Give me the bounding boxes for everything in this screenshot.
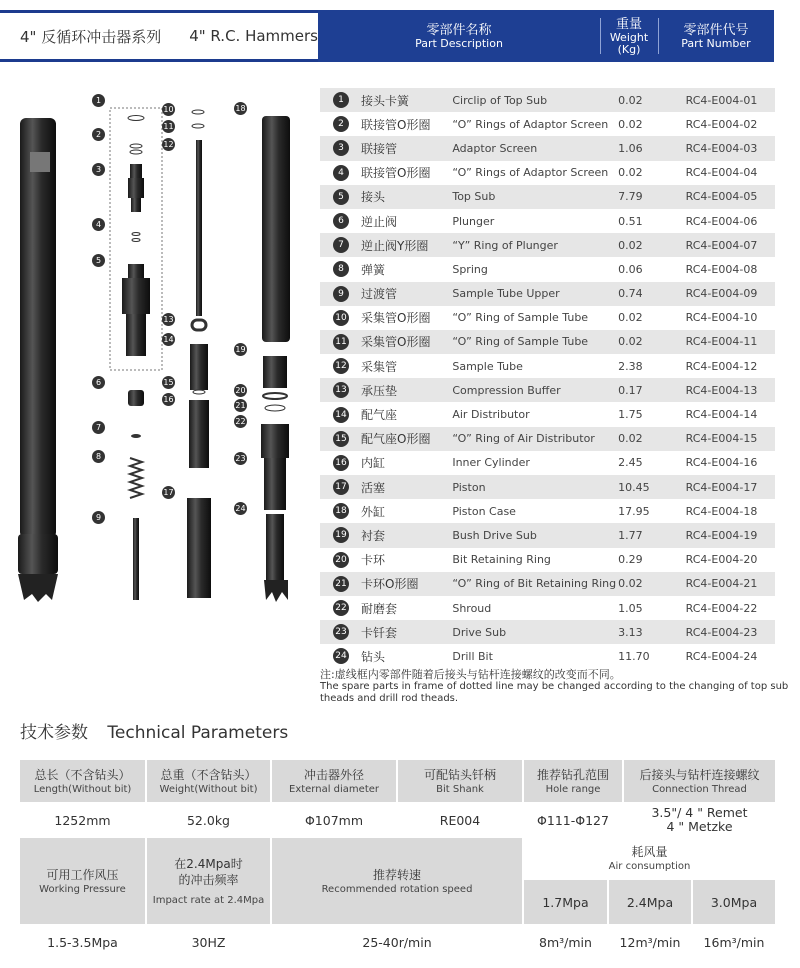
part-code: RC4-E004-19 <box>685 528 758 542</box>
parts-row <box>320 282 775 306</box>
part-number-badge: 20 <box>333 552 349 568</box>
parts-row <box>320 136 775 160</box>
thread-header: 后接头与钻杆连接螺纹 Connection Thread <box>624 760 775 802</box>
part-code: RC4-E004-20 <box>685 553 758 567</box>
parts-row <box>320 161 775 185</box>
parts-row <box>320 596 775 620</box>
part-number-badge: 6 <box>333 213 349 229</box>
parts-row <box>320 499 775 523</box>
impact-value: 30HZ <box>147 926 270 958</box>
callout-badge: 9 <box>92 511 105 524</box>
part-code: RC4-E004-07 <box>685 238 758 252</box>
part-name-en: Piston <box>452 480 486 494</box>
callout-badge: 8 <box>92 450 105 463</box>
tech-params-table <box>20 760 775 958</box>
part-number-badge: 18 <box>333 503 349 519</box>
part-code: RC4-E004-21 <box>685 577 758 591</box>
part-number-badge: 9 <box>333 286 349 302</box>
part-name-zh: 弹簧 <box>361 262 386 277</box>
part-code: RC4-E004-24 <box>685 649 758 663</box>
part-weight: 0.74 <box>618 287 643 301</box>
part-name-zh: 接头卡簧 <box>361 93 410 108</box>
part-name-en: “O” Rings of Adaptor Screen <box>452 117 609 131</box>
tech-params-title: 技术参数 Technical Parameters <box>20 723 289 743</box>
part-number-badge: 8 <box>333 261 349 277</box>
part-name-zh: 卡环O形圈 <box>361 577 419 592</box>
part-name-en: Top Sub <box>452 190 496 204</box>
part-weight: 0.29 <box>618 553 643 567</box>
page-header-title <box>0 10 318 62</box>
air-pressure-2: 2.4Mpa <box>609 880 691 924</box>
part-name-zh: 衬套 <box>361 528 386 543</box>
part-code: RC4-E004-13 <box>685 383 758 397</box>
callout-badge: 1 <box>92 94 105 107</box>
part-code: RC4-E004-17 <box>685 480 758 494</box>
part-name-zh: 钻头 <box>361 649 386 664</box>
part-weight: 1.75 <box>618 408 643 422</box>
rotation-header: 推荐转速 Recommended rotation speed <box>272 838 522 924</box>
callout-badge: 14 <box>163 335 174 344</box>
part-name-zh: 承压垫 <box>361 383 398 398</box>
part-weight: 1.06 <box>618 141 643 155</box>
part-number-badge: 3 <box>333 140 349 156</box>
part-code: RC4-E004-04 <box>685 166 758 180</box>
part-number-badge: 14 <box>333 407 349 423</box>
part-weight: 1.05 <box>618 601 643 615</box>
part-name-en: Spring <box>452 262 488 276</box>
part-name-zh: 采集管O形圈 <box>361 311 431 326</box>
header-weight: 重量 Weight (Kg) <box>609 16 649 56</box>
part-code: RC4-E004-02 <box>685 117 758 131</box>
callout-badge: 24 <box>235 504 246 513</box>
part-weight: 17.95 <box>618 504 650 518</box>
parts-row <box>320 548 775 572</box>
part-name-zh: 逆止阀 <box>361 214 398 229</box>
part-weight: 0.02 <box>618 117 643 131</box>
part-number-badge: 23 <box>333 624 349 640</box>
part-name-zh: 耐磨套 <box>361 601 398 616</box>
part-name-en: “O” Rings of Adaptor Screen <box>452 166 609 180</box>
parts-row <box>320 257 775 281</box>
part-weight: 0.02 <box>618 335 643 349</box>
part-weight: 0.02 <box>618 311 643 325</box>
part-number-badge: 21 <box>333 576 349 592</box>
parts-row <box>320 523 775 547</box>
part-number-badge: 1 <box>333 92 349 108</box>
callout-badge: 13 <box>163 315 174 324</box>
part-name-zh: 卡环 <box>361 553 386 568</box>
parts-row <box>320 475 775 499</box>
part-name-en: Piston Case <box>452 504 516 518</box>
title-en: 4" R.C. Hammers <box>189 27 318 45</box>
parts-row <box>320 620 775 644</box>
part-name-zh: 接头 <box>361 190 386 205</box>
od-value: Φ107mm <box>272 804 396 836</box>
part-name-zh: 配气座O形圈 <box>361 432 431 447</box>
part-name-en: Inner Cylinder <box>452 456 530 470</box>
part-weight: 0.02 <box>618 93 643 107</box>
part-code: RC4-E004-03 <box>685 141 758 155</box>
part-name-zh: 内缸 <box>361 456 386 471</box>
callout-badge: 6 <box>92 376 105 389</box>
callout-badge: 18 <box>235 104 246 113</box>
part-weight: 11.70 <box>618 649 650 663</box>
part-number-badge: 17 <box>333 479 349 495</box>
frame-note <box>320 668 790 705</box>
callout-badge: 11 <box>163 122 174 131</box>
parts-table-header <box>318 10 774 62</box>
air-value-2: 12m³/min <box>609 926 691 958</box>
part-code: RC4-E004-09 <box>685 287 758 301</box>
part-name-en: Sample Tube <box>452 359 523 373</box>
callout-badge: 19 <box>235 345 246 354</box>
part-name-en: Bit Retaining Ring <box>452 553 551 567</box>
part-code: RC4-E004-01 <box>685 93 758 107</box>
part-code: RC4-E004-10 <box>685 311 758 325</box>
part-weight: 0.02 <box>618 577 643 591</box>
part-weight: 2.45 <box>618 456 643 470</box>
part-name-zh: 过渡管 <box>361 287 398 302</box>
parts-row <box>320 185 775 209</box>
part-code: RC4-E004-08 <box>685 262 758 276</box>
part-code: RC4-E004-06 <box>685 214 758 228</box>
part-weight: 0.02 <box>618 166 643 180</box>
callout-badge: 4 <box>92 218 105 231</box>
part-weight: 10.45 <box>618 480 650 494</box>
part-name-en: Bush Drive Sub <box>452 528 537 542</box>
parts-row <box>320 233 775 257</box>
exploded-parts-drawing <box>0 88 312 608</box>
part-name-zh: 活塞 <box>361 480 386 495</box>
title-zh: 4" 反循环冲击器系列 <box>20 27 162 46</box>
parts-row <box>320 88 775 112</box>
callout-badge: 7 <box>92 421 105 434</box>
part-name-en: “O” Ring of Bit Retaining Ring <box>452 577 617 591</box>
parts-list <box>320 88 775 669</box>
callout-badge: 17 <box>163 488 174 497</box>
callout-badge: 10 <box>163 105 174 114</box>
part-name-en: Air Distributor <box>452 408 530 422</box>
part-number-badge: 13 <box>333 382 349 398</box>
parts-row <box>320 306 775 330</box>
air-consumption-header: 耗风量 Air consumption <box>524 838 775 878</box>
part-name-zh: 逆止阀Y形圈 <box>361 238 429 253</box>
part-number-badge: 11 <box>333 334 349 350</box>
air-value-3: 16m³/min <box>693 926 775 958</box>
part-weight: 7.79 <box>618 190 643 204</box>
part-weight: 0.06 <box>618 262 643 276</box>
part-name-zh: 配气座 <box>361 408 398 423</box>
part-number-badge: 2 <box>333 116 349 132</box>
part-weight: 3.13 <box>618 625 643 639</box>
thread-value: 3.5"/ 4 " Remet 4 " Metzke <box>624 804 775 836</box>
parts-row <box>320 378 775 402</box>
part-weight: 0.17 <box>618 383 643 397</box>
part-code: RC4-E004-23 <box>685 625 758 639</box>
parts-row <box>320 451 775 475</box>
callout-badge: 16 <box>163 395 174 404</box>
part-code: RC4-E004-16 <box>685 456 758 470</box>
callout-badge: 15 <box>163 378 174 387</box>
note-zh: 注:虚线框内零部件随着后接头与钻杆连接螺纹的改变而不同。 <box>320 668 621 681</box>
part-name-zh: 采集管O形圈 <box>361 335 431 350</box>
callout-badge: 22 <box>235 417 246 426</box>
note-en: The spare parts in frame of dotted line may be changed according to the changing of top sub theads and drill rod theads. <box>320 681 789 704</box>
part-number-badge: 16 <box>333 455 349 471</box>
parts-row <box>320 572 775 596</box>
part-name-en: Circlip of Top Sub <box>452 93 548 107</box>
parts-row <box>320 209 775 233</box>
part-code: RC4-E004-18 <box>685 504 758 518</box>
part-name-en: “O” Ring of Sample Tube <box>452 311 589 325</box>
callout-badge: 12 <box>163 140 174 149</box>
part-number-badge: 5 <box>333 189 349 205</box>
hole-header: 推荐钻孔范围 Hole range <box>524 760 622 802</box>
air-pressure-1: 1.7Mpa <box>524 880 607 924</box>
part-number-badge: 19 <box>333 527 349 543</box>
length-header: 总长（不含钻头） Length(Without bit) <box>20 760 145 802</box>
callout-badge: 5 <box>92 254 105 267</box>
part-name-zh: 采集管 <box>361 359 398 374</box>
part-weight: 0.02 <box>618 238 643 252</box>
parts-row <box>320 330 775 354</box>
part-name-zh: 外缸 <box>361 504 386 519</box>
part-number-badge: 24 <box>333 648 349 664</box>
air-value-1: 8m³/min <box>524 926 607 958</box>
assembled-hammer <box>18 118 58 602</box>
parts-row <box>320 427 775 451</box>
part-number-badge: 12 <box>333 358 349 374</box>
part-name-en: Drive Sub <box>452 625 507 639</box>
part-code: RC4-E004-11 <box>685 335 758 349</box>
shank-value: RE004 <box>398 804 522 836</box>
part-number-badge: 10 <box>333 310 349 326</box>
shank-header: 可配钻头钎柄 Bit Shank <box>398 760 522 802</box>
part-name-en: Compression Buffer <box>452 383 561 397</box>
callout-badge: 20 <box>235 386 246 395</box>
callout-badge: 3 <box>92 163 105 176</box>
weight-header: 总重（不含钻头） Weight(Without bit) <box>147 760 270 802</box>
od-header: 冲击器外径 External diameter <box>272 760 396 802</box>
part-weight: 0.02 <box>618 432 643 446</box>
header-part-number: 零部件代号 Part Number <box>681 22 751 50</box>
part-name-en: Plunger <box>452 214 495 228</box>
part-code: RC4-E004-14 <box>685 408 758 422</box>
part-name-en: Shroud <box>452 601 492 615</box>
header-part-description: 零部件名称 Part Description <box>415 22 503 50</box>
air-pressure-3: 3.0Mpa <box>693 880 775 924</box>
length-value: 1252mm <box>20 804 145 836</box>
part-weight: 1.77 <box>618 528 643 542</box>
part-number-badge: 7 <box>333 237 349 253</box>
part-name-en: “Y” Ring of Plunger <box>452 238 558 252</box>
parts-row <box>320 402 775 426</box>
parts-row <box>320 112 775 136</box>
part-number-badge: 15 <box>333 431 349 447</box>
parts-row <box>320 644 775 668</box>
rotation-value: 25-40r/min <box>272 926 522 958</box>
callout-badge: 2 <box>92 128 105 141</box>
weight-value: 52.0kg <box>147 804 270 836</box>
pressure-value: 1.5-3.5Mpa <box>20 926 145 958</box>
callout-badge: 23 <box>235 454 246 463</box>
part-name-zh: 联接管O形圈 <box>361 117 431 132</box>
part-name-zh: 联接管O形圈 <box>361 166 431 181</box>
part-number-badge: 22 <box>333 600 349 616</box>
part-name-en: “O” Ring of Sample Tube <box>452 335 589 349</box>
part-number-badge: 4 <box>333 165 349 181</box>
part-name-zh: 联接管 <box>361 141 398 156</box>
parts-row <box>320 354 775 378</box>
part-weight: 2.38 <box>618 359 643 373</box>
part-code: RC4-E004-22 <box>685 601 758 615</box>
impact-header: 在2.4Mpa时 的冲击频率 Impact rate at 2.4Mpa <box>147 838 270 924</box>
hammer-illustration <box>0 88 312 608</box>
part-name-zh: 卡钎套 <box>361 625 398 640</box>
part-code: RC4-E004-15 <box>685 432 758 446</box>
part-code: RC4-E004-12 <box>685 359 758 373</box>
part-weight: 0.51 <box>618 214 643 228</box>
part-name-en: Drill Bit <box>452 649 493 663</box>
part-name-en: Adaptor Screen <box>452 141 538 155</box>
pressure-header: 可用工作风压 Working Pressure <box>20 838 145 924</box>
hole-value: Φ111-Φ127 <box>524 804 622 836</box>
part-code: RC4-E004-05 <box>685 190 758 204</box>
part-name-en: “O” Ring of Air Distributor <box>452 432 595 446</box>
callout-badge: 21 <box>235 401 246 410</box>
part-name-en: Sample Tube Upper <box>452 287 560 301</box>
